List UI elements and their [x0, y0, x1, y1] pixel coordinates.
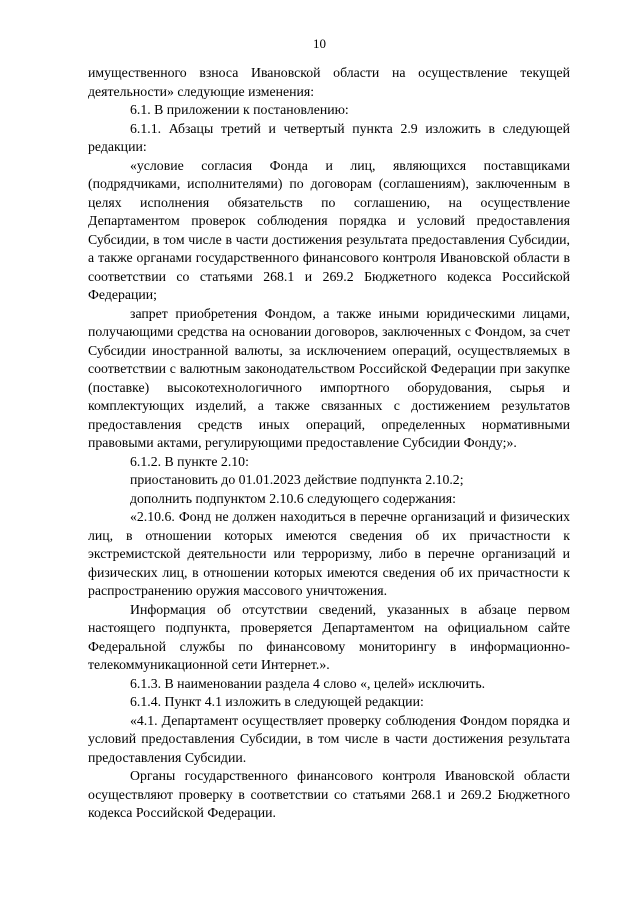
- paragraph-2-10-6: «2.10.6. Фонд не должен находиться в перечне организаций и физических лиц, в отношении которых имеются сведения об их причастности к экстремистской деятельности или терроризму, либо в перечне организаций и физических лиц, в отношении которых имеются сведения об их причастности к распространению оружия массового уничтожения.: [88, 509, 570, 598]
- paragraph-6-1-4: 6.1.4. Пункт 4.1 изложить в следующей редакции:: [130, 694, 424, 709]
- paragraph-continuation: имущественного взноса Ивановской области на осуществление текущей деятельности» следующие изменения:: [88, 65, 570, 99]
- paragraph-supplement: дополнить подпунктом 2.10.6 следующего содержания:: [130, 490, 456, 506]
- paragraph-4-1: «4.1. Департамент осуществляет проверку соблюдения Фондом порядка и условий предоставления Субсидии, в том числе в части достижения результата предоставления Субсидии.: [88, 712, 570, 765]
- document-body: [88, 64, 570, 823]
- paragraph-6-1-3: 6.1.3. В наименовании раздела 4 слово «, целей» исключить.: [130, 675, 486, 691]
- paragraph-suspend: приостановить до 01.01.2023 действие подпункта 2.10.2;: [130, 472, 464, 487]
- paragraph-6-1-1: 6.1.1. Абзацы третий и четвертый пункта 2.9 изложить в следующей редакции:: [88, 120, 570, 154]
- paragraph-6-1-2: 6.1.2. В пункте 2.10:: [130, 453, 249, 469]
- paragraph-currency-ban: запрет приобретения Фондом, а также иными юридическими лицами, получающими средства на основании договоров, заключенных с Фондом, за счет Субсидии иностранной валюты, за исключением операций, осуществляемых в соответствии с валютным законодательством Российской Федерации при закупке (поставке) высокотехнологичного импортного оборудования, сырья и комплектующих изделий, а также связанных с достижением результатов предоставления средств иных операций, определенных нормативными правовыми актами, регулирующими предоставление Субсидии Фонду;».: [88, 305, 570, 450]
- paragraph-information-check: Информация об отсутствии сведений, указанных в абзаце первом настоящего подпункта, проверяется Департаментом на официальном сайте Федеральной службы по финансовому мониторингу в информационно-телекоммуникационной сети Интернет.».: [88, 601, 570, 672]
- paragraph-financial-control: Органы государственного финансового контроля Ивановской области осуществляют проверку в соответствии со статьями 268.1 и 269.2 Бюджетного кодекса Российской Федерации.: [88, 768, 570, 820]
- paragraph-consent-condition: «условие согласия Фонда и лиц, являющихся поставщиками (подрядчиками, исполнителями) по договорам (соглашениям), заключенным в целях исполнения обязательств по соглашению, на осуществление Департаментом проверок соблюдения порядка и условий предоставления Субсидии, в том числе в части достижения результата предоставления Субсидии, а также органами государственного финансового контроля Ивановской области в соответствии со статьями 268.1 и 269.2 Бюджетного кодекса Российской Федерации;: [88, 157, 570, 302]
- paragraph-6-1: 6.1. В приложении к постановлению:: [130, 102, 349, 117]
- page-number: 10: [313, 36, 326, 51]
